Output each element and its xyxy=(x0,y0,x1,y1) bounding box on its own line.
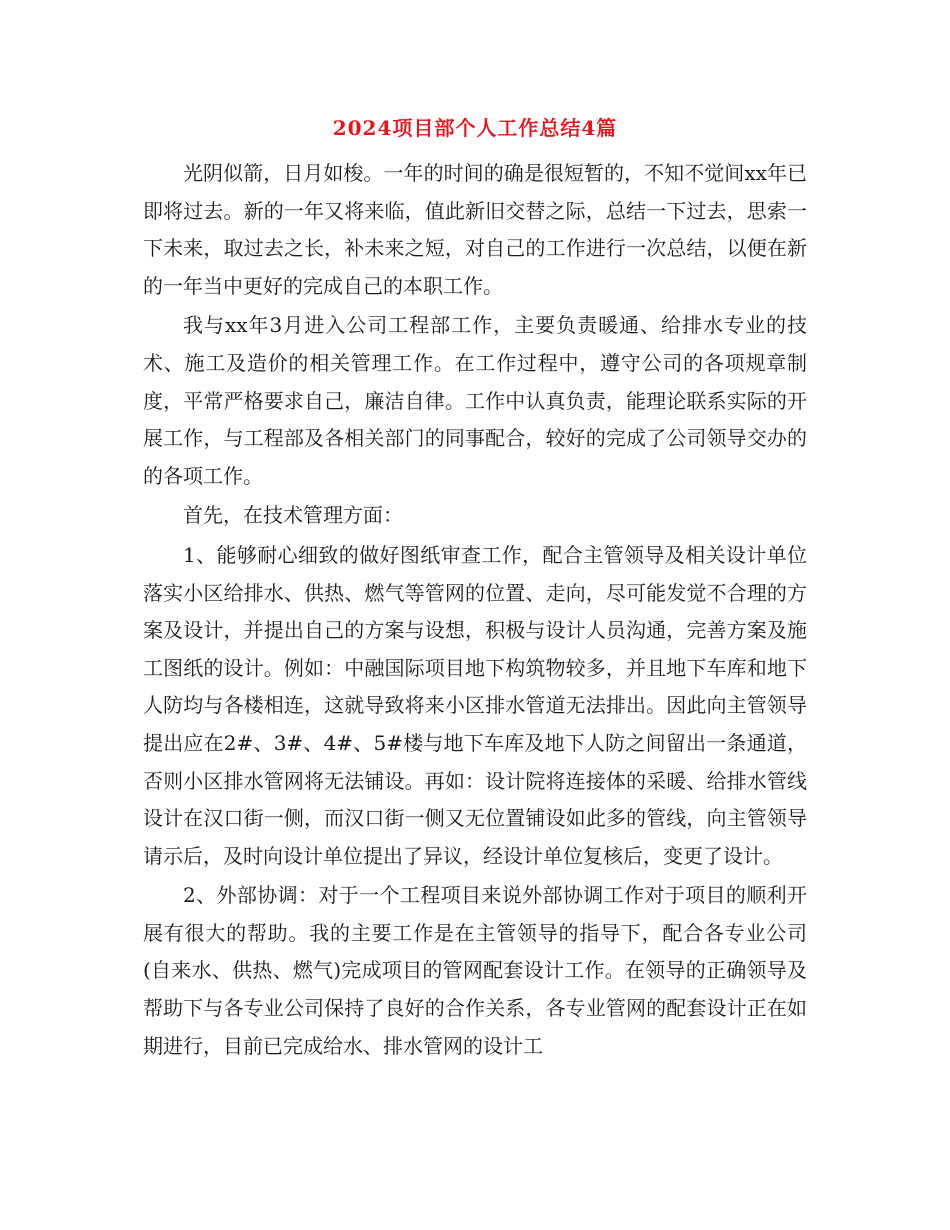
paragraph-item-1: 1、能够耐心细致的做好图纸审查工作，配合主管领导及相关设计单位落实小区给排水、供热、燃气等管网的位置、走向，尽可能发觉不合理的方案及设计，并提出自己的方案与设想，积极与设计人员沟通，完善方案及施工图纸的设计。例如：中融国际项目地下构筑物较多，并且地下车库和地下人防均与各楼相连，这就导致将来小区排水管道无法排出。因此向主管领导提出应在2#、3#、4#、5#楼与地下车库及地下人防之间留出一条通道，否则小区排水管网将无法铺设。再如：设计院将连接体的采暖、给排水管线设计在汉口街一侧，而汉口街一侧又无位置铺设如此多的管线，向主管领导请示后，及时向设计单位提出了异议，经设计单位复核后，变更了设计。 xyxy=(143,542,807,868)
paragraph-role: 我与xx年3月进入公司工程部工作，主要负责暖通、给排水专业的技术、施工及造价的相关管理工作。在工作过程中，遵守公司的各项规章制度，平常严格要求自己，廉洁自律。工作中认真负责，能理论联系实际的开展工作，与工程部及各相关部门的同事配合，较好的完成了公司领导交办的的各项工作。 xyxy=(143,313,807,488)
paragraph-intro: 光阴似箭，日月如梭。一年的时间的确是很短暂的，不知不觉间xx年已即将过去。新的一年又将来临，值此新旧交替之际，总结一下过去，思索一下未来，取过去之长，补未来之短，对自己的工作进行一次总结，以便在新的一年当中更好的完成自己的本职工作。 xyxy=(143,161,807,298)
document-title: 2024项目部个人工作总结4篇 xyxy=(332,116,618,140)
paragraph-item-2: 2、外部协调：对于一个工程项目来说外部协调工作对于项目的顺利开展有很大的帮助。我的主要工作是在主管领导的指导下，配合各专业公司(自来水、供热、燃气)完成项目的管网配套设计工作。在领导的正确领导及帮助下与各专业公司保持了良好的合作关系，各专业管网的配套设计正在如期进行，目前已完成给水、排水管网的设计工 xyxy=(143,883,807,1058)
document-body xyxy=(143,155,807,1065)
paragraph-section-heading: 首先，在技术管理方面： xyxy=(183,503,403,528)
